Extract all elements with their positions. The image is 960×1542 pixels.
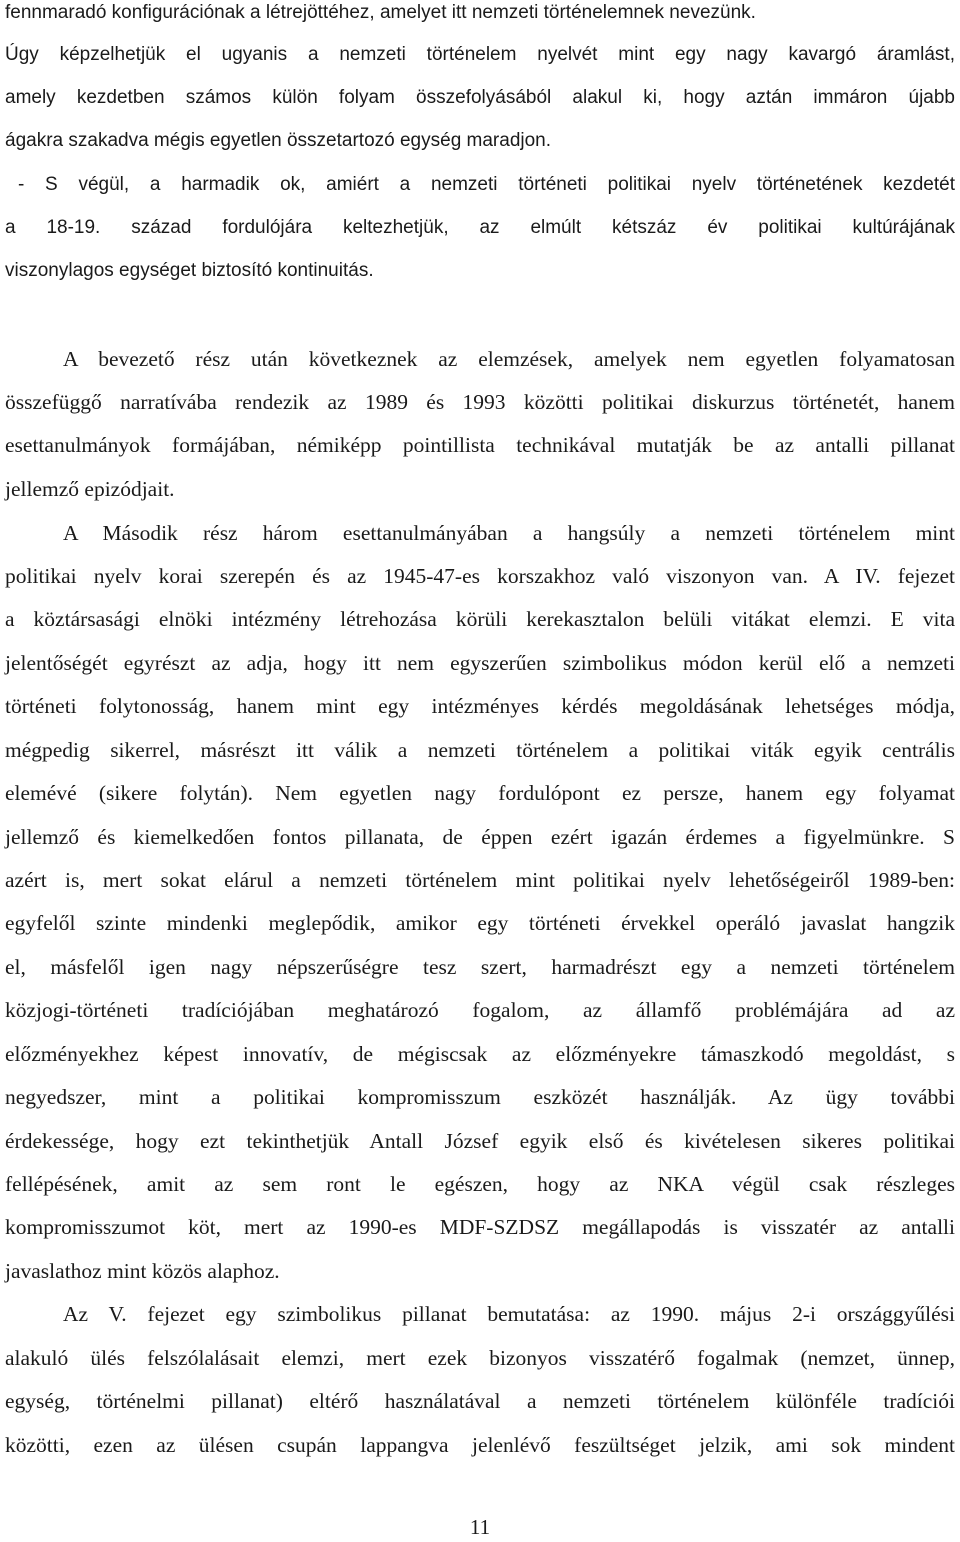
text-line: jelentőségét egyrészt az adja, hogy itt nem egyszerűen szimbolikus módon kerül elő a nemzeti xyxy=(5,651,955,675)
text-line: a 18-19. század fordulójára keltezhetjük, az elmúlt kétszáz év politikai kultúrájának xyxy=(5,217,955,238)
text-line: jellemző és kiemelkedően fontos pillanata, de éppen ezért igazán érdemes a figyelmünkre. S xyxy=(5,825,955,849)
text-line: Úgy képzelhetjük el ugyanis a nemzeti történelem nyelvét mint egy nagy kavargó áramlást, xyxy=(5,44,955,65)
text-line: jellemző epizódjait. xyxy=(5,477,175,501)
text-line: Az V. fejezet egy szimbolikus pillanat bemutatása: az 1990. május 2-i országgyűlési xyxy=(63,1302,955,1326)
text-line: viszonylagos egységet biztosító kontinuitás. xyxy=(5,260,374,281)
text-line: egyfelől szinte mindenki meglepődik, amikor egy történeti érvekkel operáló javaslat hangzik xyxy=(5,911,955,935)
text-line: egység, történelmi pillanat) eltérő használatával a nemzeti történelem különféle tradíciói xyxy=(5,1389,955,1413)
text-line: amely kezdetben számos külön folyam összefolyásából alakul ki, hogy aztán immáron újabb xyxy=(5,87,955,108)
text-line: esettanulmányok formájában, némiképp pointillista technikával mutatják be az antalli pillanat xyxy=(5,433,955,457)
text-line: elemévé (sikere folytán). Nem egyetlen nagy fordulópont ez persze, hanem egy folyamat xyxy=(5,781,955,805)
text-line: összefüggő narratívába rendezik az 1989 és 1993 közötti politikai diskurzus történetét, hanem xyxy=(5,390,955,414)
text-line: ágakra szakadva mégis egyetlen összetartozó egység maradjon. xyxy=(5,130,552,151)
text-line: érdekessége, hogy ezt tekinthetjük Antall József egyik első és kivételesen sikeres politikai xyxy=(5,1129,955,1153)
text-line: fellépésének, amit az sem ront le egészen, hogy az NKA végül csak részleges xyxy=(5,1172,955,1196)
text-line: mégpedig sikerrel, másrészt itt válik a nemzeti történelem a politikai viták egyik centrális xyxy=(5,738,955,762)
text-line: A bevezető rész után következnek az elemzések, amelyek nem egyetlen folyamatosan xyxy=(63,347,955,371)
text-line: javaslathoz mint közös alaphoz. xyxy=(5,1259,280,1283)
text-line: közjogi-történeti tradíciójában meghatározó fogalom, az államfő problémájára ad az xyxy=(5,998,955,1022)
text-line: kompromisszumot köt, mert az 1990-es MDF-SZDSZ megállapodás is visszatér az antalli xyxy=(5,1215,955,1239)
text-line: azért is, mert sokat elárul a nemzeti történelem mint politikai nyelv lehetőségeiről 1989-ben: xyxy=(5,868,955,892)
text-line: alakuló ülés felszólalásait elemzi, mert ezek bizonyos visszatérő fogalmak (nemzet, ünnep, xyxy=(5,1346,955,1370)
text-line: negyedszer, mint a politikai kompromisszum eszközét használják. Az ügy további xyxy=(5,1085,955,1109)
text-line: politikai nyelv korai szerepén és az 1945-47-es korszakhoz való viszonyon van. A IV. fejezet xyxy=(5,564,955,588)
text-line: A Második rész három esettanulmányában a hangsúly a nemzeti történelem mint xyxy=(63,521,955,545)
text-line: történeti folytonosság, hanem mint egy intézményes kérdés megoldásának lehetséges módja, xyxy=(5,694,955,718)
page-number: 11 xyxy=(469,1515,491,1539)
text-line: el, másfelől igen nagy népszerűségre tesz szert, harmadrészt egy a nemzeti történelem xyxy=(5,955,955,979)
text-line: közötti, ezen az ülésen csupán lappangva jelenlévő feszültséget jelzik, ami sok mindent xyxy=(5,1433,955,1457)
text-line: - S végül, a harmadik ok, amiért a nemzeti történeti politikai nyelv történetének kezdetét xyxy=(18,174,955,195)
text-line: előzményekhez képest innovatív, de mégiscsak az előzményekre támaszkodó megoldást, s xyxy=(5,1042,955,1066)
text-line: a köztársasági elnöki intézmény létrehozása körüli kerekasztalon belüli vitákat elemzi. E vita xyxy=(5,607,955,631)
text-line: fennmaradó konfigurációnak a létrejöttéhez, amelyet itt nemzeti történelemnek nevezünk. xyxy=(5,2,756,23)
